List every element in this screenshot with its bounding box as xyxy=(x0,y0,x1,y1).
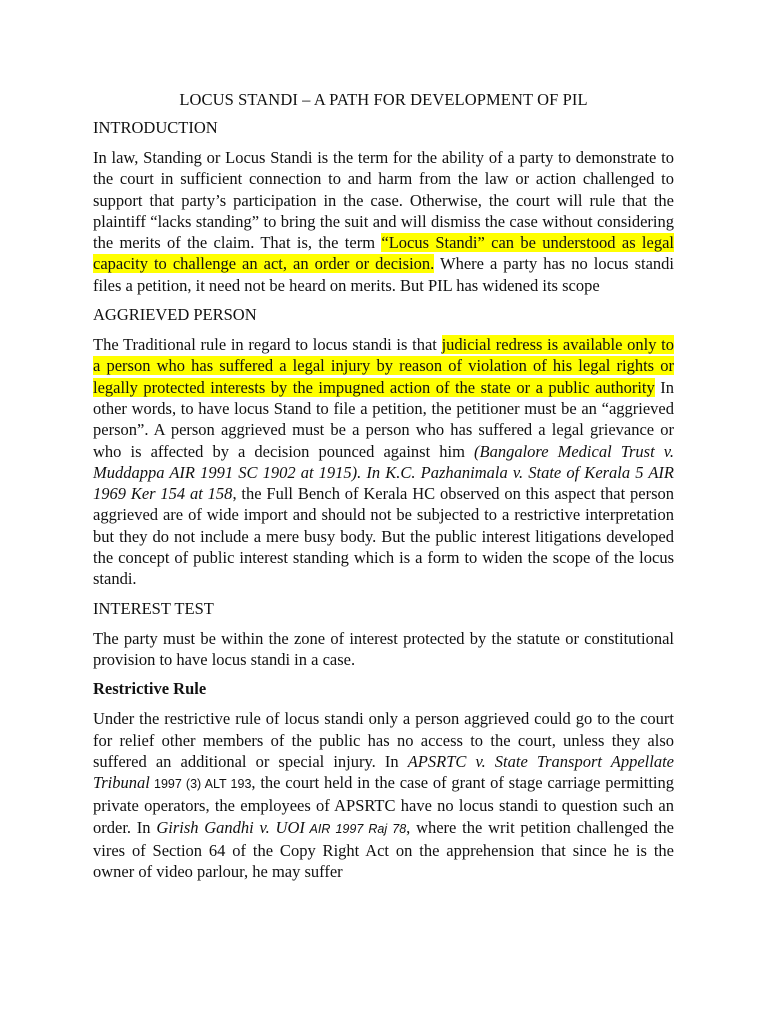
intro-text-b: Where a party has no locus standi files a petition, it need not be heard on merits. But PIL has widened its scope xyxy=(93,254,674,295)
aggrieved-text-a: The Traditional rule in regard to locus standi is that xyxy=(93,335,442,355)
heading-aggrieved-person: AGGRIEVED PERSON xyxy=(93,305,257,325)
restrictive-citation-1: 1997 (3) ALT 193 xyxy=(149,777,252,792)
aggrieved-text-b: In other words, to have locus Stand to file a petition, the petitioner must be an “aggrieved person”. A person aggrieved must be a person who has suffered a legal grievance or who is affected by a decision pounced against him xyxy=(93,377,674,461)
restrictive-text-b: , the court held in the case of grant of stage carriage permitting private operators, the employees of APSRTC have no locus standi to question such an order. In xyxy=(93,773,674,837)
aggrieved-citation: (Bangalore Medical Trust v. Muddappa AIR 1991 SC 1902 at 1915). In K.C. Pazhanimala v. State of Kerala 5 AIR 1969 Ker 154 at 158 xyxy=(93,441,674,504)
restrictive-text-c: , where the writ petition challenged the vires of Section 64 of the Copy Right Act on the apprehension that since he is the owner of video parlour, he may suffer xyxy=(93,817,674,882)
document-title: LOCUS STANDI – A PATH FOR DEVELOPMENT OF PIL xyxy=(179,90,588,109)
paragraph-aggrieved xyxy=(93,334,674,590)
intro-text-a: In law, Standing or Locus Standi is the term for the ability of a party to demonstrate to the court in sufficient connection to and harm from the law or action challenged to support that party’s participation in the case. Otherwise, the court will rule that the plaintiff “lacks standing” to bring the suit and will dismiss the case without considering the merits of the claim. That is, the term xyxy=(93,148,674,253)
restrictive-text-a: Under the restrictive rule of locus standi only a person aggrieved could go to the court for relief other members of the public has no access to the court, unless they also suffered an additional or special injury. In xyxy=(93,709,674,771)
aggrieved-text-c: , the Full Bench of Kerala HC observed on this aspect that person aggrieved are of wide import and should not be subjected to a restrictive interpretation but they do not include a mere busy body. But the public interest litigations developed the concept of public interest standing which is a form to widen the scope of the locus standi. xyxy=(93,484,674,589)
restrictive-citation-2: AIR 1997 Raj 78 xyxy=(304,821,407,836)
restrictive-case-2: Girish Gandhi v. UOI xyxy=(156,817,305,837)
heading-restrictive-rule: Restrictive Rule xyxy=(93,679,207,699)
heading-interest-test: INTEREST TEST xyxy=(93,598,214,618)
paragraph-restrictive-rule xyxy=(93,708,674,882)
heading-introduction: INTRODUCTION xyxy=(93,118,218,137)
intro-highlight: “Locus Standi” can be understood as legal capacity to challenge an act, an order or decision. xyxy=(93,233,674,274)
paragraph-introduction xyxy=(93,147,674,296)
paragraph-interest-test: The party must be within the zone of interest protected by the statute or constitutional provision to have locus standi in a case. xyxy=(93,628,674,669)
aggrieved-highlight: judicial redress is available only to a person who has suffered a legal injury by reason of violation of his legal rights or legally protected interests by the impugned action of the state or a public authority xyxy=(93,335,675,397)
restrictive-case-1: APSRTC v. State Transport Appellate Tribunal xyxy=(93,751,675,793)
